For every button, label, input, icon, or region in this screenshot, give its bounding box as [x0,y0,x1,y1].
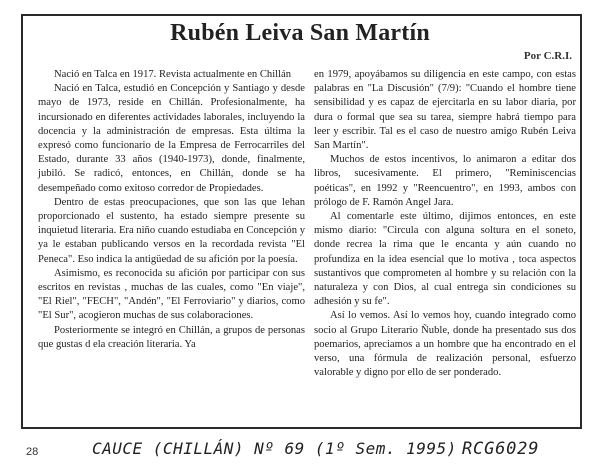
article-byline: Por C.R.I. [523,50,572,62]
paragraph: Asimismo, es reconocida su afición por participar con sus escritos en revistas , muchas de las cuales, como "En viaje", "El Riel", "FECH", "Andén", "El Ferroviario" y diarios, como "El Sur", acogieron muchas de sus colaboraciones. [38,267,305,322]
page-number: 28 [26,446,39,458]
paragraph: Así lo vemos. Así lo vemos hoy, cuando integrado como socio al Grupo Literario Ñuble, donde ha presentado sus dos poemarios, apreciamos a un hombre que ha encontrado en el verso, una fórmula de realización personal, esfuerzo valorable y digno por ello de ser ponderado. [314,310,576,379]
paragraph: Al comentarle este último, dijimos entonces, en este mismo diario: "Circula con alguna soltura en el soneto, donde recrea la rima que le encanta y aún cuando no profundiza en la idea esencial que lo motiva , toca aspectos sustantivos que comprometen al hombre y su relación con la naturaleza y con Dios, al cual entrega sin condiciones su adhesión y su fe". [314,211,576,308]
handwritten-citation: CAUCE (CHILLÁN) Nº 69 (1º Sem. 1995) [92,439,457,458]
left-column [38,68,305,352]
handwritten-catalog-code: RCG6029 [462,439,540,459]
paragraph: Nació en Talca en 1917. Revista actualmente en Chillán [54,69,292,80]
right-column [314,68,576,380]
paragraph: Dentro de estas preocupaciones, que son las que lehan proporcionado el sustento, ha estado siempre presente su inquietud literaria. Era niño cuando estudiaba en Concepción y ya le estaban publicando versos en la recordada revista "El Peneca". Eso indica la antigüedad de su afición por la poesía. [38,196,305,265]
paragraph: Nació en Talca, estudió en Concepción y Santiago y desde mayo de 1973, reside en Chillán. Profesionalmente, ha incursionado en diferentes actividades laborales, incluyendo la docencia y la administración de empresas. Esta última la expresó como funcionario de la Empresa de Ferrocarriles del Estado, durante 33 años (1940-1973), donde, finalmente, jubiló. Se radicó, entonces, en Chillán, donde se ha desempeñado como exitoso corredor de Propiedades. [38,83,305,194]
paragraph: Muchos de estos incentivos, lo animaron a editar dos libros, sucesivamente. El primero, "Reminiscencias poéticas", en 1992 y "Reencuentro", en 1993, ambos con prólogo de F. Ramón Angel Jara. [314,154,576,208]
article-title: Rubén Leiva San Martín [170,20,430,46]
paragraph-continuation: en 1979, apoyábamos su diligencia en este campo, con estas palabras en "La Discusión" (7/9): "Cuando el hombre tiene sensibilidad y es capaz de ejercitarla en su labor diaria, por dura o formal que sea su tarea, siempre habrá tiempo para leer y escribir. Tal es el caso de nuestro amigo Rubén Leiva San Martín". [314,69,576,152]
paragraph: Posteriormente se integró en Chillán, a grupos de personas que gustas d ela creación literaria. Ya [38,324,305,350]
